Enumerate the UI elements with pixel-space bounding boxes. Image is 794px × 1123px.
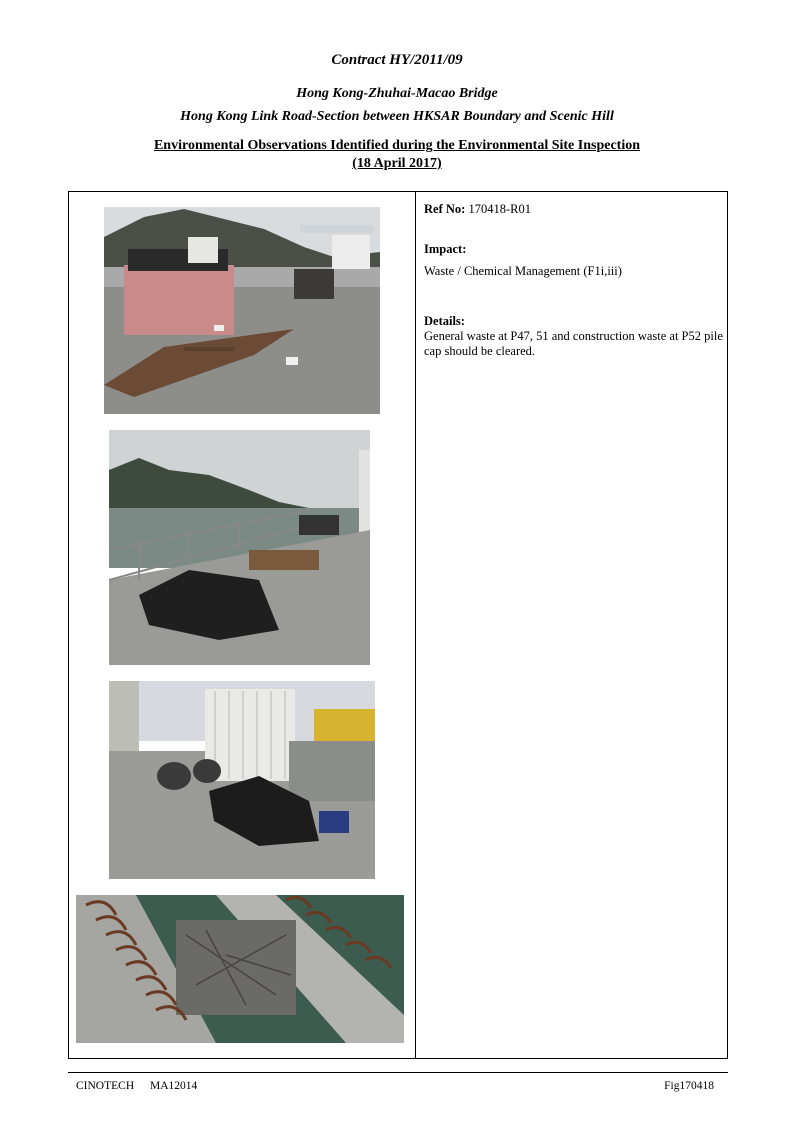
ref-no-value: 170418-R01 bbox=[468, 202, 531, 216]
ref-no bbox=[424, 202, 724, 217]
project-title: Hong Kong-Zhuhai-Macao Bridge bbox=[296, 86, 498, 101]
site-photo-4 bbox=[76, 895, 404, 1043]
footer-figure: Fig170418 bbox=[664, 1080, 714, 1092]
site-photo-2 bbox=[109, 430, 370, 665]
footer-company: CINOTECH bbox=[76, 1080, 135, 1092]
report-date: (18 April 2017) bbox=[352, 156, 442, 171]
contract-title: Contract HY/2011/09 bbox=[331, 52, 463, 68]
details-label: Details: bbox=[424, 314, 465, 328]
impact-label: Impact: bbox=[424, 242, 467, 256]
column-divider bbox=[415, 191, 416, 1059]
site-photo-3 bbox=[109, 681, 375, 879]
project-subtitle: Hong Kong Link Road-Section between HKSAR Boundary and Scenic Hill bbox=[180, 109, 614, 124]
impact-value: Waste / Chemical Management (F1i,iii) bbox=[424, 264, 622, 278]
report-title: Environmental Observations Identified during the Environmental Site Inspection bbox=[153, 138, 641, 153]
ref-no-label: Ref No: bbox=[424, 202, 466, 216]
footer-code: MA12014 bbox=[150, 1080, 198, 1092]
footer-rule bbox=[68, 1072, 728, 1073]
details-value: General waste at P47, 51 and construction waste at P52 pile cap should be cleared. bbox=[424, 329, 723, 358]
site-photo-1 bbox=[104, 207, 380, 414]
